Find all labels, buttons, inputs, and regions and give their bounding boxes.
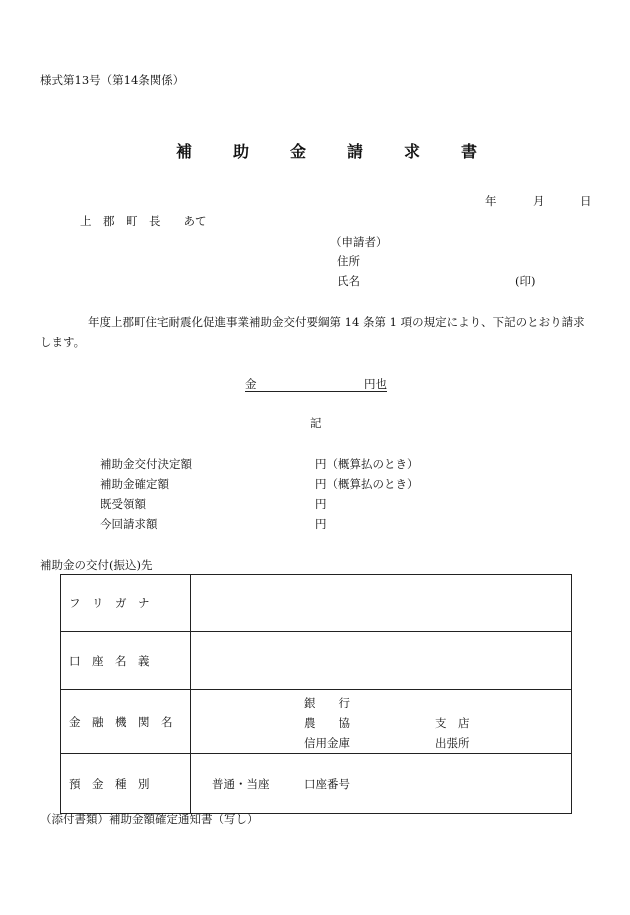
title-char: 助 (233, 142, 250, 161)
item-unit: 円（概算払のとき） (315, 477, 419, 491)
bank-option: 銀 行 (304, 696, 350, 710)
table-row (61, 754, 572, 814)
payee-table (60, 574, 572, 814)
payee-heading: 補助金の交付(振込)先 (40, 558, 153, 572)
item-label: 補助金交付決定額 (100, 457, 192, 471)
institution-field[interactable] (191, 690, 572, 754)
title-char: 求 (404, 142, 421, 161)
furigana-field[interactable] (191, 575, 572, 632)
item-label: 補助金確定額 (100, 477, 169, 491)
table-row (61, 632, 572, 690)
deposit-options: 普通・当座 (212, 777, 270, 791)
date-year: 年 (485, 194, 497, 208)
amount-prefix: 金 (245, 377, 257, 391)
item-unit: 円 (315, 517, 327, 531)
amount-line (245, 376, 387, 392)
item-unit: 円（概算払のとき） (315, 457, 419, 471)
applicant-address-label: 住所 (337, 254, 360, 268)
institution-label: 金 融 機 関 名 (61, 690, 191, 754)
date-day: 日 (580, 194, 592, 208)
nokyo-option: 農 協 (304, 716, 350, 730)
title-char: 書 (461, 142, 478, 161)
document-title (176, 139, 477, 162)
date-month: 月 (533, 194, 545, 208)
form-number: 様式第13号（第14条関係） (40, 73, 185, 87)
title-char: 補 (176, 142, 193, 161)
furigana-label: フ リ ガ ナ (61, 575, 191, 632)
table-row (61, 690, 572, 754)
account-name-field[interactable] (191, 632, 572, 690)
title-char: 請 (347, 142, 364, 161)
amount-suffix: 円也 (364, 377, 387, 391)
deposit-type-label: 預 金 種 別 (61, 754, 191, 814)
title-char: 金 (290, 142, 307, 161)
attachment-note: （添付書類）補助金額確定通知書（写し） (40, 812, 259, 826)
body-text-line1: 年度上郡町住宅耐震化促進事業補助金交付要綱第 14 条第 1 項の規定により、下記のとおり請求 (88, 315, 585, 329)
item-unit: 円 (315, 497, 327, 511)
outlet-option: 出張所 (435, 736, 470, 750)
account-number-label: 口座番号 (304, 777, 350, 791)
item-label: 今回請求額 (100, 517, 158, 531)
item-label: 既受領額 (100, 497, 146, 511)
table-row (61, 575, 572, 632)
body-text-line2: します。 (40, 335, 86, 349)
shinkin-option: 信用金庫 (304, 736, 350, 750)
branch-option: 支 店 (435, 716, 470, 730)
ki-heading: 記 (310, 416, 322, 430)
applicant-heading: （申請者） (330, 235, 388, 249)
seal-mark: (印) (515, 274, 536, 288)
applicant-name-label: 氏名 (337, 274, 360, 288)
account-name-label: 口 座 名 義 (61, 632, 191, 690)
addressee: 上 郡 町 長 あて (80, 214, 207, 228)
deposit-type-field[interactable] (191, 754, 572, 814)
